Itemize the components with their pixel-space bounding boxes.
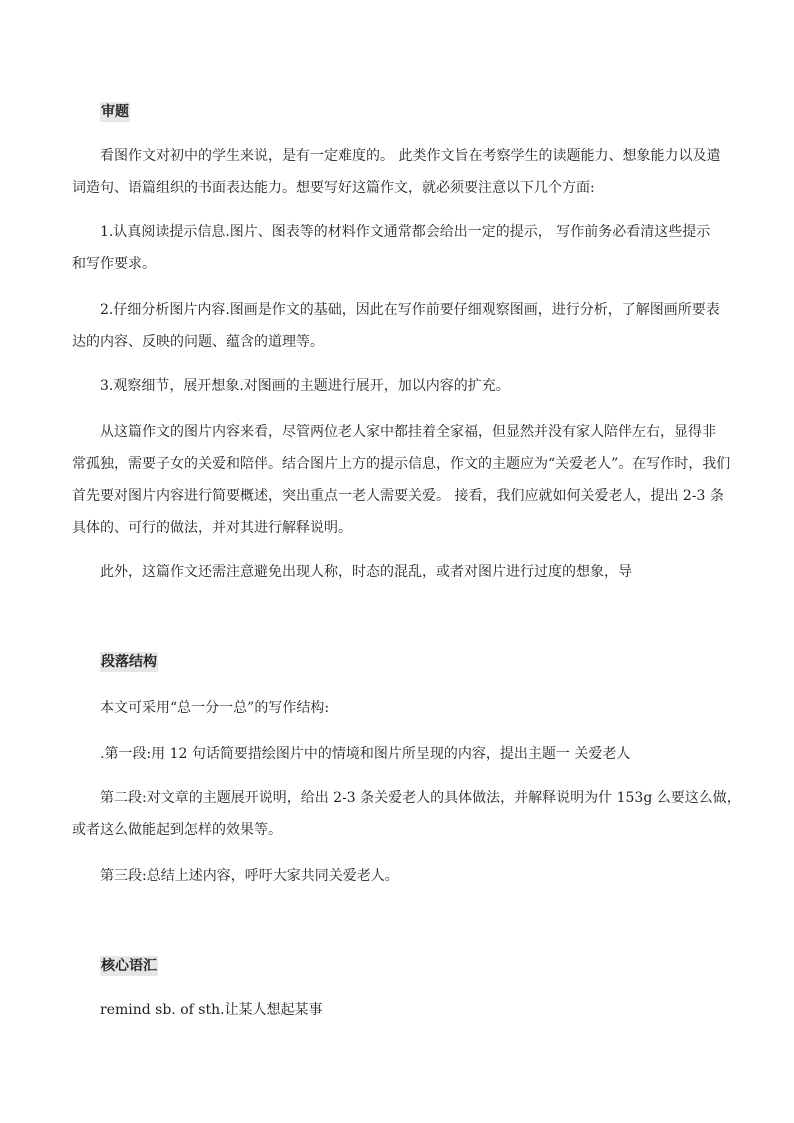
paragraph-line: 首先要对图片内容进行简要概述，突出重点一老人需要关爱。 接看，我们应就如何关爱老人，提出 2-3 条 [72,488,724,504]
paragraph-line: 词造句、语篇组织的书面表达能力。想要写好这篇作文，就必须要注意以下几个方面: [72,180,595,196]
section-heading-shenti: 审题 [101,104,129,120]
paragraph-line: 或者这么做能起到怎样的效果等。 [72,822,282,838]
section-heading-core-vocabulary: 核心语汇 [101,958,157,974]
section-heading-paragraph-structure: 段落结构 [101,654,157,670]
paragraph-line: 常孤独，需要子女的关爱和陪伴。结合图片上方的提示信息，作文的主题应为“关爱老人”。在写作时，我们 [72,456,731,472]
paragraph-line: 第三段:总结上述内容，呼吁大家共同关爱老人。 [100,868,399,884]
paragraph-line: 此外，这篇作文还需注意避免出现人称，时态的混乱，或者对图片进行过度的想象，导 [100,564,632,580]
paragraph-line: 2.仔细分析图片内容.图画是作文的基础，因此在写作前要仔细观察图画，进行分析，了解图画所要表 [100,302,720,318]
paragraph-line: 从这篇作文的图片内容来看，尽管两位老人家中都挂着全家福，但显然并没有家人陪伴左右，显得非 [100,424,716,440]
paragraph-line: 达的内容、反映的问题、蕴含的道理等。 [72,334,324,350]
paragraph-line: 看图作文对初中的学生来说，是有一定难度的。 此类作文旨在考察学生的读题能力、想象能力以及遣 [100,148,721,164]
paragraph-line: 第二段:对文章的主题展开说明，给出 2-3 条关爱老人的具体做法，并解释说明为什 153g 么要这么做， [100,790,741,806]
paragraph-line: 具体的、可行的做法，并对其进行解释说明。 [72,520,352,536]
paragraph-line: 本文可采用“总一分一总”的写作结构: [100,700,330,716]
paragraph-line: 3.观察细节，展开想象.对图画的主题进行展开，加以内容的扩充。 [100,378,510,394]
paragraph-line: .第一段:用 12 句话简要措绘图片中的情境和图片所呈现的内容，提出主题一 关爱老人 [100,746,631,762]
paragraph-line: 1.认真阅读提示信息.图片、图表等的材料作文通常都会给出一定的提示， 写作前务必看清这些提示 [100,224,711,240]
paragraph-line: 和写作要求。 [72,256,156,272]
paragraph-line: remind sb. of sth.让某人想起某事 [100,1002,323,1018]
